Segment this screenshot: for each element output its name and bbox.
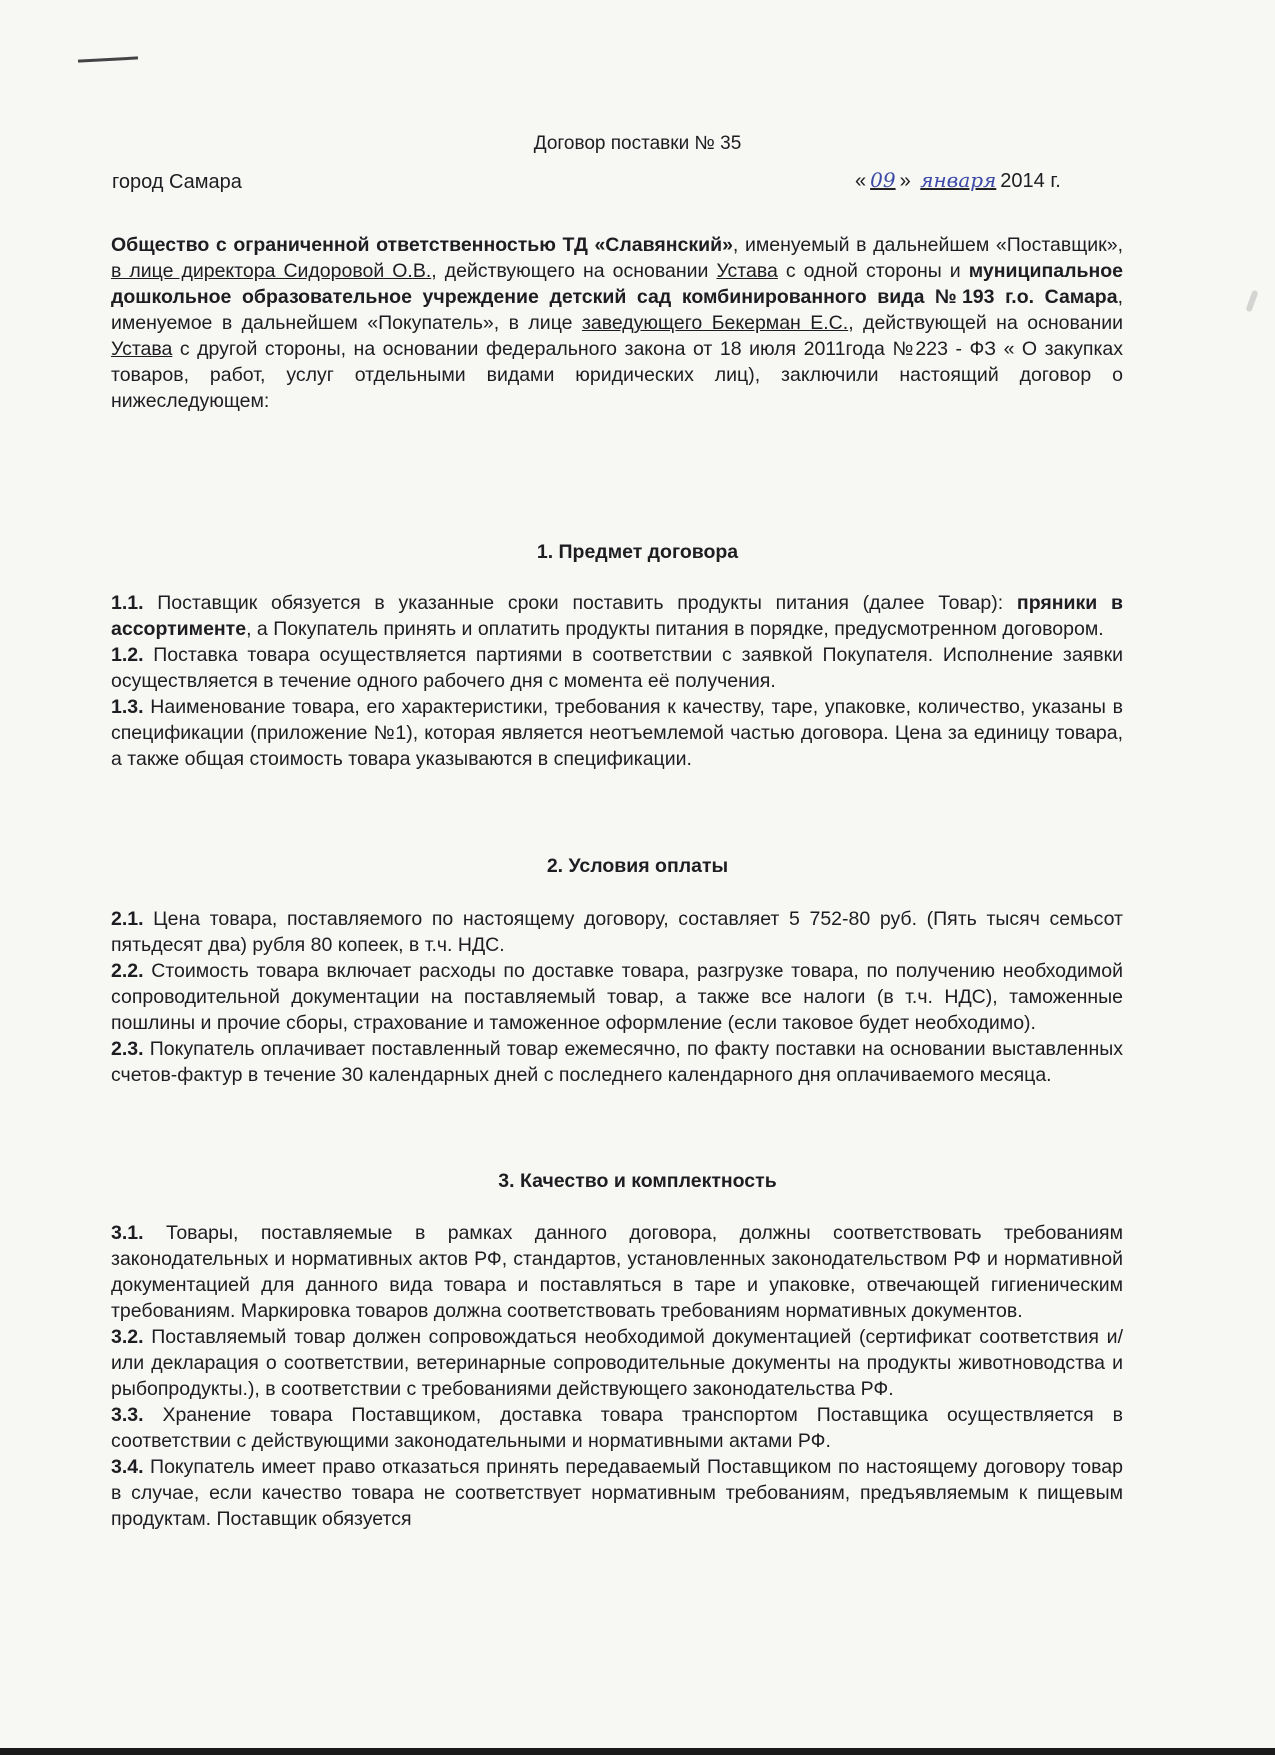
charter-ref: Устава xyxy=(111,338,173,360)
clause-text: Цена товара, поставляемого по настоящему договору, составляет 5 752-80 руб. (Пять тысяч семьсот пятьдесят два) рубля 80 копеек, в т.ч. НДС. xyxy=(111,908,1123,956)
contract-date xyxy=(855,168,1061,193)
section-1-title: 1. Предмет договора xyxy=(536,541,739,563)
scan-edge xyxy=(0,1748,1275,1755)
clause-text: Поставляемый товар должен сопровождаться необходимой документацией (сертификат соответствия и/или декларация о соответствии, ветеринарные сопроводительные документы на продукты животноводства и рыбопродукты.), в соответствии с требованиями действующего законодательства РФ. xyxy=(111,1326,1123,1400)
clause-number: 1.1. xyxy=(111,592,144,614)
section-2-body xyxy=(111,906,1123,1088)
preamble-text: с одной стороны и xyxy=(777,260,969,282)
clause-text: Хранение товара Поставщиком, доставка товара транспортом Поставщика осуществляется в соответствии с действующими законодательными и нормативными актами РФ. xyxy=(111,1404,1123,1452)
preamble-text: , именуемое в дальнейшем «Покупатель», в лице xyxy=(111,286,1123,334)
contract-title: Договор поставки № 35 xyxy=(533,133,742,154)
supplier-name: Общество с ограниченной ответственностью ТД «Славянский» xyxy=(111,234,733,256)
clause-text: Покупатель оплачивает поставленный товар ежемесячно, по факту поставки на основании выставленных счетов-фактур в течение 30 календарных дней с последнего календарного дня оплачиваемого месяца. xyxy=(111,1038,1123,1086)
clause-text: Товары, поставляемые в рамках данного договора, должны соответствовать требованиям законодательных и нормативных актов РФ, стандартов, установленных законодательством РФ и нормативной документацией для данного вида товара и поставляться в таре и упаковке, отвечающей гигиеническим требованиям. Маркировка товаров должна соответствовать требованиям нормативных документов. xyxy=(111,1222,1123,1322)
clause-number: 3.2. xyxy=(111,1326,144,1348)
contract-city: город Самара xyxy=(112,171,242,193)
clause-number: 2.3. xyxy=(111,1038,144,1060)
section-3-body xyxy=(111,1220,1123,1532)
clause-number: 3.3. xyxy=(111,1404,144,1426)
preamble-text: , действующей на основании xyxy=(848,312,1123,334)
date-quote-open: « xyxy=(855,170,867,192)
buyer-rep: заведующего Бекерман Е.С. xyxy=(581,312,849,334)
clause-number: 1.3. xyxy=(111,696,144,718)
date-quote-close: » xyxy=(899,170,911,192)
clause-number: 3.1. xyxy=(111,1222,144,1244)
clause-number: 2.1. xyxy=(111,908,144,930)
clause-text: Поставщик обязуется в указанные сроки поставить продукты питания (далее Товар): xyxy=(143,592,1017,614)
clause-text: , а Покупатель принять и оплатить продукты питания в порядке, предусмотренном договором. xyxy=(246,618,1104,640)
date-day-handwritten: 09 xyxy=(870,168,896,192)
section-2-title: 2. Условия оплаты xyxy=(546,855,729,877)
clause-text: Стоимость товара включает расходы по доставке товара, разгрузке товара, по получению необходимой сопроводительной документации на поставляемый товар, а также все налоги (в т.ч. НДС), таможенные пошлины и прочие сборы, страхование и таможенное оформление (если таковое будет необходимо). xyxy=(111,960,1123,1034)
goods-name: пряники в ассортименте xyxy=(111,592,1123,640)
section-3-title: 3. Качество и комплектность xyxy=(498,1170,777,1192)
supplier-rep: в лице директора Сидоровой О.В. xyxy=(111,260,432,282)
clause-text: Наименование товара, его характеристики, требования к качеству, таре, упаковке, количество, указаны в спецификации (приложение №1), которая является неотъемлемой частью договора. Цена за единицу товара, а также общая стоимость товара указываются в спецификации. xyxy=(111,696,1123,770)
clause-text: Покупатель имеет право отказаться принять передаваемый Поставщиком по настоящему договору товар в случае, если качество товара не соответствует нормативным требованиям, предъявляемым к пищевым продуктам. Поставщик обязуется xyxy=(111,1456,1123,1530)
pen-mark xyxy=(78,56,138,62)
date-month-handwritten: января xyxy=(920,168,997,192)
clause-number: 1.2. xyxy=(111,644,144,666)
date-year: 2014 г. xyxy=(1000,170,1061,192)
preamble-text: с другой стороны, на основании федерального закона от 18 июля 2011года №223 - ФЗ « О закупках товаров, работ, услуг отдельными видами юридических лиц), заключили настоящий договор о нижеследующем: xyxy=(111,338,1123,412)
preamble-text: , действующего на основании xyxy=(431,260,717,282)
clause-text: Поставка товара осуществляется партиями в соответствии с заявкой Покупателя. Исполнение заявки осуществляется в течение одного рабочего дня с момента её получения. xyxy=(111,644,1123,692)
preamble xyxy=(111,232,1123,414)
clause-number: 3.4. xyxy=(111,1456,144,1478)
scan-smudge xyxy=(1245,290,1258,313)
section-1-body xyxy=(111,590,1123,772)
buyer-name: муниципальное дошкольное образовательное учреждение детский сад комбинированного вида №193 г.о. Самара xyxy=(111,260,1123,308)
clause-number: 2.2. xyxy=(111,960,144,982)
charter-ref: Устава xyxy=(716,260,778,282)
preamble-text: , именуемый в дальнейшем «Поставщик», xyxy=(732,234,1123,256)
